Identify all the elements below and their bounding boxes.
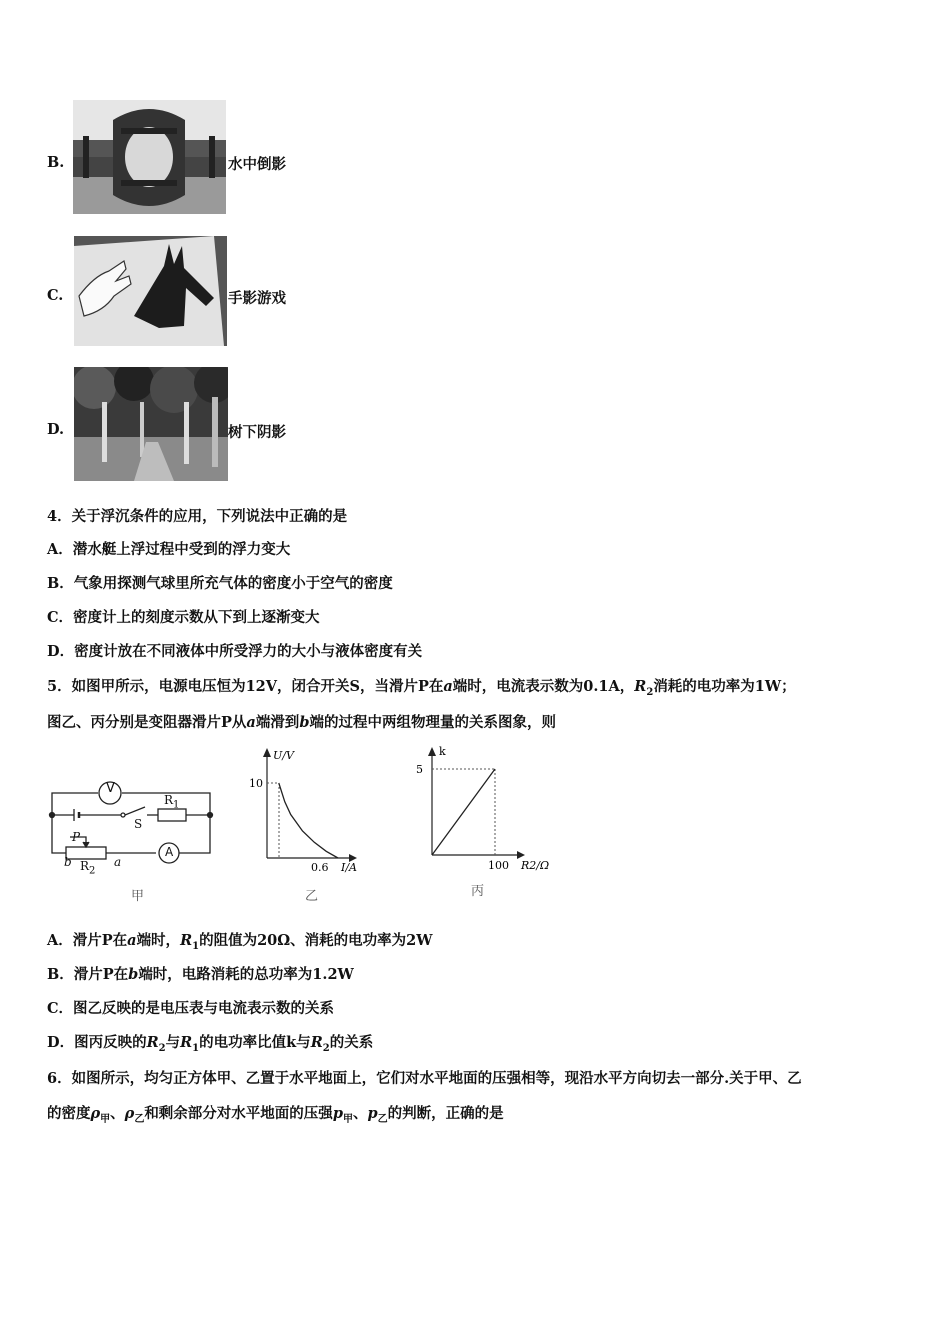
rheostat-r2 [66,847,106,859]
option-c-caption: 手影游戏 [228,290,286,307]
r1-label: $R_1$ [164,793,180,811]
switch-lever [125,807,145,815]
slider-p-label: P [72,830,81,844]
y-axis-arrow [263,748,271,757]
x-axis-label: I/A [341,861,357,874]
q5-option-d: D．图丙反映的$R_2$与$R_1$的电功率比值k与$R_2$的关系 [47,1034,374,1054]
option-b-label: B. [47,154,65,171]
voltmeter-label: V [106,781,115,796]
graph-bing [405,745,565,909]
terminal-a-label: a [114,855,122,869]
x-tick-100: 100 [488,859,509,872]
q6-line2: 的密度$\rho_甲$、$\rho_乙$和剩余部分对水平地面的压强$p_甲$、$p_乙$的判断，正确的是 [47,1105,504,1125]
x-axis-arrow [517,851,525,859]
q5-stem-line1: 5．如图甲所示，电源电压恒为12V，闭合开关S，当滑片P在a端时，电流表示数为0.1A，$R_2$消耗的电功率为1W； [47,678,796,698]
q4-option-b: B．气象用探测气球里所充气体的密度小于空气的密度 [47,575,393,592]
q5-option-a: A．滑片P在a端时，$R_1$的阻值为20Ω、消耗的电功率为2W [47,932,433,952]
bridge-reflection-photo [73,100,226,218]
ammeter-label: A [165,845,174,859]
q4-option-a: A．潜水艇上浮过程中受到的浮力变大 [47,541,291,558]
q5-option-b: B．滑片P在b端时，电路消耗的总功率为1.2W [47,966,354,983]
y-tick-5: 5 [416,763,423,776]
u-i-curve [279,783,338,858]
circuit-diagram [46,775,221,909]
k-r2-line [432,769,495,855]
option-b-caption: 水中倒影 [228,156,286,173]
r2-label: $R_2$ [80,859,96,877]
switch-label: S [134,817,143,831]
y-axis-arrow [428,747,436,756]
figure-bing-label: 丙 [471,884,485,899]
option-c-label: C. [47,287,64,304]
y-axis-label: U/V [273,749,294,762]
figure-jia-label: 甲 [131,889,145,904]
resistor-r1 [158,809,186,821]
q5-stem-line2: 图乙、丙分别是变阻器滑片P从a端滑到b端的过程中两组物理量的关系图象，则 [47,714,556,731]
option-d-label: D. [47,421,65,438]
q4-stem: 4．关于浮沉条件的应用，下列说法中正确的是 [47,508,348,525]
y-axis-label: k [439,745,446,758]
q4-option-d: D．密度计放在不同液体中所受浮力的大小与液体密度有关 [47,643,423,660]
q6-line1: 6．如图所示，均匀正方体甲、乙置于水平地面上，它们对水平地面的压强相等，现沿水平方向切去一部分.关于甲、乙 [47,1070,802,1087]
terminal-b-label: b [64,855,72,869]
q4-option-c: C．密度计上的刻度示数从下到上逐渐变大 [47,609,320,626]
option-d-caption: 树下阴影 [228,424,286,441]
hand-shadow-photo [74,236,227,350]
q5-option-c: C．图乙反映的是电压表与电流表示数的关系 [47,1000,335,1017]
x-axis-label: R2/Ω [521,859,550,872]
x-tick-0-6: 0.6 [311,861,329,874]
figure-yi-label: 乙 [305,889,319,904]
graph-yi [245,745,370,909]
tree-shadow-photo [74,367,228,485]
y-tick-10: 10 [249,777,263,790]
